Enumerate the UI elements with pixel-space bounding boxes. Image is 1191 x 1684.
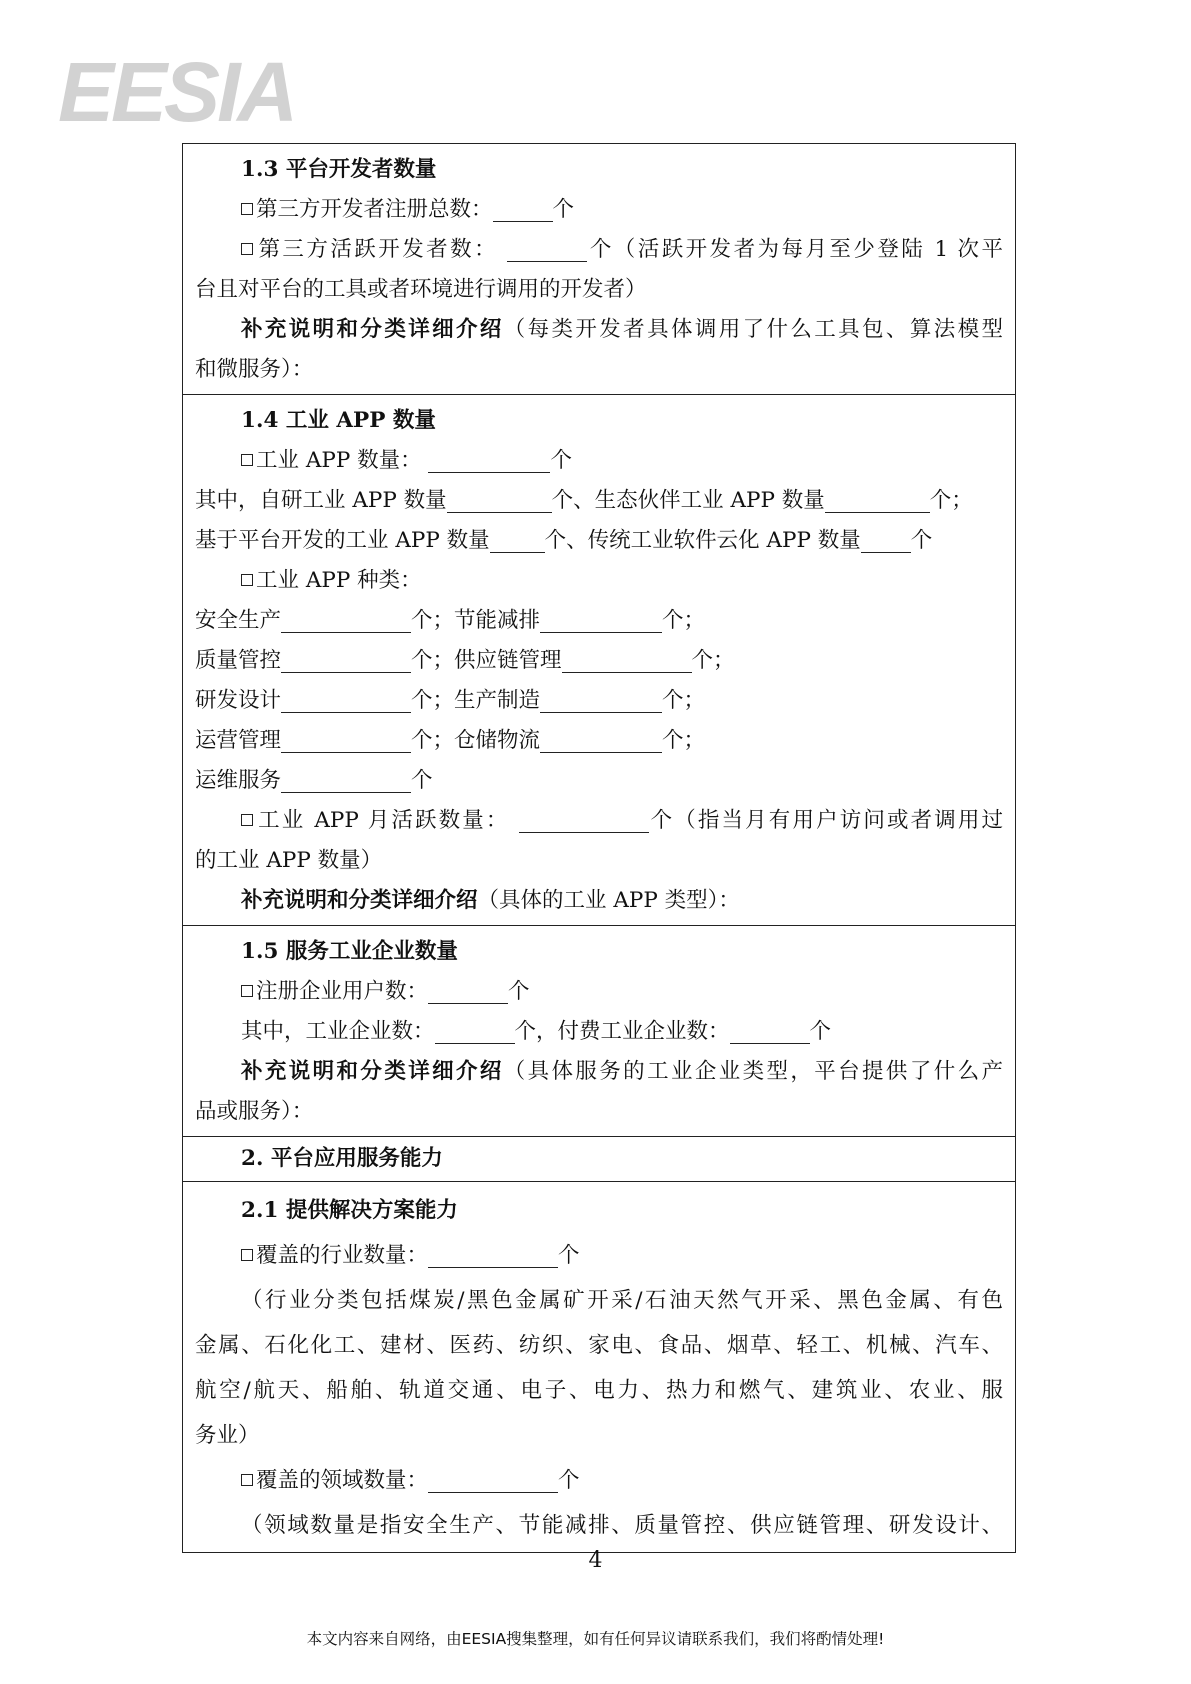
checkbox[interactable] [241, 985, 253, 997]
section-1-5 [183, 925, 1015, 1136]
section-title: 1.3 平台开发者数量 [241, 157, 437, 182]
fill-blank[interactable] [281, 608, 411, 633]
fill-blank[interactable] [730, 1019, 810, 1044]
type-line: 运营管理 个；仓储物流 个； [195, 728, 706, 753]
fill-blank[interactable] [281, 688, 411, 713]
checkbox[interactable] [241, 454, 253, 466]
fill-blank[interactable] [507, 237, 587, 262]
fill-blank[interactable] [540, 608, 662, 633]
form-line: 覆盖的领域数量： 个 [195, 1458, 1003, 1503]
industry-line: 金属、石化化工、建材、医药、纺织、家电、食品、烟草、轻工、机械、汽车、 [195, 1333, 1003, 1358]
fill-blank[interactable] [428, 448, 550, 473]
fill-blank[interactable] [435, 1019, 515, 1044]
fill-blank[interactable] [861, 528, 911, 553]
supplement-line: 补充说明和分类详细介绍（具体的工业 APP 类型）： [241, 888, 740, 913]
supplement-line: 补充说明和分类详细介绍（具体服务的工业企业类型，平台提供了什么产 [241, 1059, 1003, 1084]
form-line: 第三方活跃开发者数： 个（活跃开发者为每月至少登陆 1 次平 [195, 230, 1003, 270]
form-line: 基于平台开发的工业 APP 数量 个、传统工业软件云化 APP 数量 个 [195, 528, 933, 553]
fill-blank[interactable] [493, 197, 553, 222]
fill-blank[interactable] [428, 1468, 558, 1493]
form-line: 第三方开发者注册总数： 个 [195, 190, 1003, 230]
supplement-line: 品或服务）： [195, 1099, 314, 1124]
fill-blank[interactable] [281, 768, 411, 793]
eesia-logo: EESIA [58, 45, 296, 139]
section-1-4 [183, 394, 1015, 925]
footer-disclaimer: 本文内容来自网络，由EESIA搜集整理，如有任何异议请联系我们，我们将酌情处理! [306, 1630, 885, 1648]
checkbox[interactable] [241, 1249, 253, 1261]
fill-blank[interactable] [281, 728, 411, 753]
type-line: 安全生产 个；节能减排 个； [195, 608, 706, 633]
type-line: 运维服务 个 [195, 768, 433, 793]
type-line: 研发设计 个；生产制造 个； [195, 688, 706, 713]
fill-blank[interactable] [825, 488, 930, 513]
domain-line: （领域数量是指安全生产、节能减排、质量管控、供应链管理、研发设计、 [241, 1513, 1003, 1538]
section-title: 1.5 服务工业企业数量 [241, 939, 458, 964]
industry-line: 航空/航天、船舶、轨道交通、电子、电力、热力和燃气、建筑业、农业、服 [195, 1378, 1003, 1403]
fill-blank[interactable] [540, 688, 662, 713]
supplement-line: 补充说明和分类详细介绍（每类开发者具体调用了什么工具包、算法模型 [241, 317, 1003, 342]
form-table [182, 143, 1016, 1553]
form-line: 台且对平台的工具或者环境进行调用的开发者） [195, 277, 647, 302]
checkbox[interactable] [241, 203, 253, 215]
type-line: 质量管控 个；供应链管理 个； [195, 648, 735, 673]
fill-blank[interactable] [490, 528, 545, 553]
fill-blank[interactable] [447, 488, 552, 513]
checkbox[interactable] [241, 574, 253, 586]
section-title: 2. 平台应用服务能力 [241, 1146, 443, 1171]
form-line: 工业 APP 月活跃数量： 个（指当月有用户访问或者调用过 [195, 801, 1003, 841]
fill-blank[interactable] [428, 979, 508, 1004]
form-line: 其中，工业企业数： 个，付费工业企业数： 个 [241, 1019, 832, 1044]
fill-blank[interactable] [540, 728, 662, 753]
section-2 [183, 1136, 1015, 1181]
section-2-1 [183, 1181, 1015, 1552]
section-1-3 [183, 144, 1015, 394]
page-number: 4 [588, 1548, 603, 1573]
section-title: 1.4 工业 APP 数量 [241, 408, 436, 433]
industry-line: （行业分类包括煤炭/黑色金属矿开采/石油天然气开采、黑色金属、有色 [241, 1288, 1003, 1313]
fill-blank[interactable] [281, 648, 411, 673]
form-line: 工业 APP 数量： 个 [195, 441, 1003, 481]
fill-blank[interactable] [519, 808, 649, 833]
checkbox[interactable] [241, 243, 253, 255]
fill-blank[interactable] [562, 648, 692, 673]
checkbox[interactable] [241, 1474, 253, 1486]
section-title: 2.1 提供解决方案能力 [241, 1198, 458, 1223]
checkbox[interactable] [241, 814, 253, 826]
form-line: 工业 APP 种类： [195, 561, 1003, 601]
form-line: 其中，自研工业 APP 数量 个、生态伙伴工业 APP 数量 个； [195, 488, 973, 513]
form-line: 覆盖的行业数量： 个 [195, 1233, 1003, 1278]
fill-blank[interactable] [428, 1243, 558, 1268]
supplement-line: 和微服务）： [195, 357, 314, 382]
form-line: 注册企业用户数： 个 [195, 972, 1003, 1012]
form-line: 的工业 APP 数量） [195, 848, 383, 873]
industry-line: 务业） [195, 1423, 260, 1448]
